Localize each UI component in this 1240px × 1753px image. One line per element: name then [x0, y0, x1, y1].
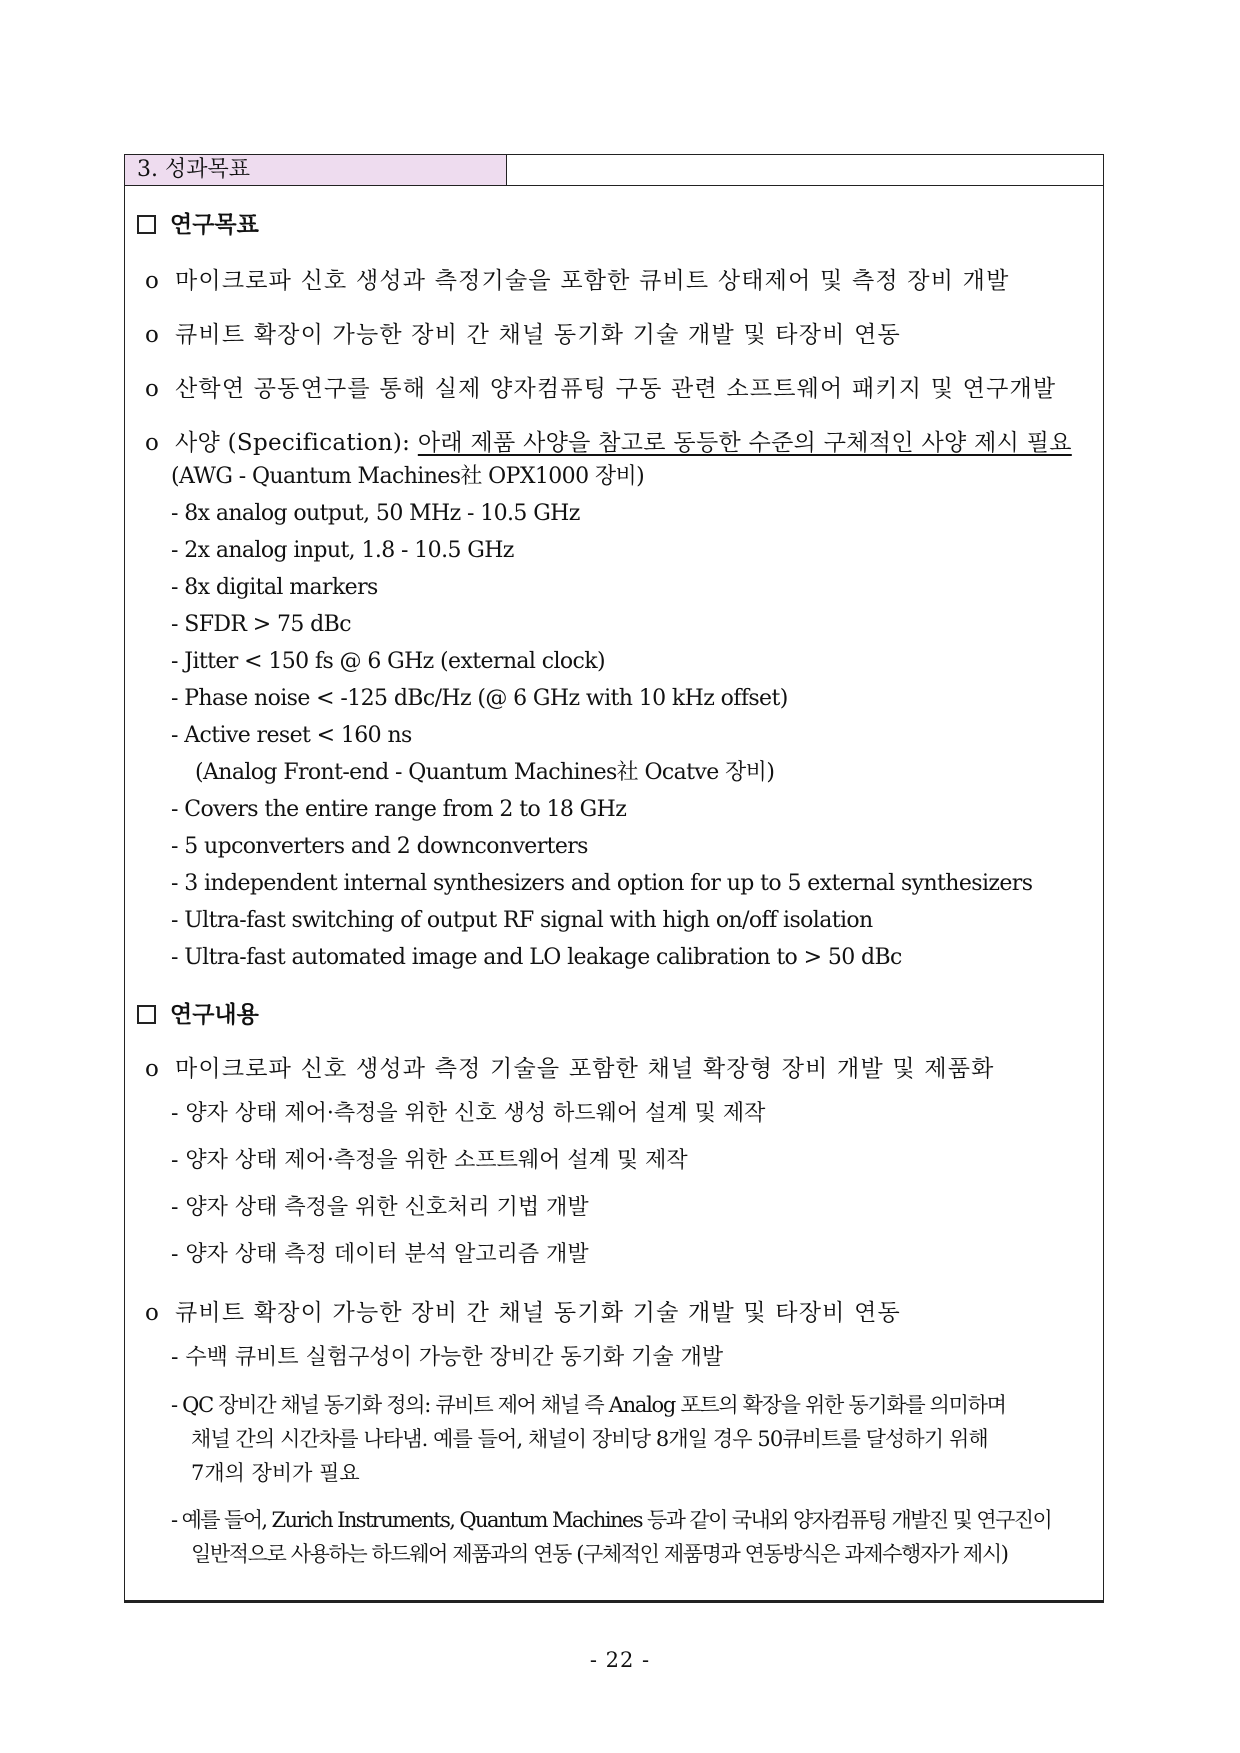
- bullet-icon: ο: [145, 430, 160, 456]
- goal-item: ο 마이크로파 신호 생성과 측정기술을 포함한 큐비트 상태제어 및 측정 장비 개발: [145, 265, 1010, 297]
- goal-item: ο 산학연 공동연구를 통해 실제 양자컴퓨팅 구동 관련 소프트웨어 패키지 및 연구개발: [145, 373, 1056, 405]
- awg-spec-line: - 2x analog input, 1.8 - 10.5 GHz: [171, 538, 514, 563]
- spec-item: [145, 427, 1072, 459]
- content-sub-item: - 양자 상태 제어·측정을 위한 소프트웨어 설계 및 제작: [171, 1148, 688, 1173]
- afe-spec-line: - 3 independent internal synthesizers and option for up to 5 external synthesizers: [171, 871, 1033, 896]
- bullet-icon: ο: [145, 268, 161, 294]
- content-item: ο 마이크로파 신호 생성과 측정 기술을 포함한 채널 확장형 장비 개발 및 제품화: [145, 1053, 995, 1085]
- header-empty-cell: [507, 155, 1103, 185]
- awg-spec-line: - 8x digital markers: [171, 575, 378, 600]
- checkbox-icon: [137, 1005, 156, 1024]
- spec-requirement: 아래 제품 사양을 참고로 동등한 수준의 구체적인 사양 제시 필요: [417, 430, 1072, 456]
- content-heading: 연구내용: [137, 999, 259, 1031]
- section-title: 3. 성과목표: [125, 155, 507, 185]
- awg-title: (AWG - Quantum Machines社 OPX1000 장비): [171, 464, 645, 489]
- research-goals-table: [124, 154, 1104, 1603]
- afe-spec-line: - Covers the entire range from 2 to 18 GHz: [171, 797, 627, 822]
- content-item: ο 큐비트 확장이 가능한 장비 간 채널 동기화 기술 개발 및 타장비 연동: [145, 1297, 901, 1329]
- content-sub-item: - 수백 큐비트 실험구성이 가능한 장비간 동기화 기술 개발: [171, 1345, 724, 1370]
- content-sub-item-cont: 7개의 장비가 필요: [191, 1461, 360, 1485]
- afe-title: (Analog Front-end - Quantum Machines社 Ocatve 장비): [195, 760, 775, 785]
- content-sub-item: - 양자 상태 제어·측정을 위한 신호 생성 하드웨어 설계 및 제작: [171, 1101, 766, 1126]
- content-sub-item: - 양자 상태 측정을 위한 신호처리 기법 개발: [171, 1195, 589, 1220]
- awg-spec-line: - 8x analog output, 50 MHz - 10.5 GHz: [171, 501, 580, 526]
- table-header-row: [125, 155, 1103, 186]
- bullet-icon: ο: [145, 1056, 161, 1082]
- content-sub-item: - 양자 상태 측정 데이터 분석 알고리즘 개발: [171, 1242, 589, 1267]
- afe-spec-line: - Ultra-fast switching of output RF signal with high on/off isolation: [171, 908, 873, 933]
- afe-spec-line: - 5 upconverters and 2 downconverters: [171, 834, 588, 859]
- content-sub-item-cont: 일반적으로 사용하는 하드웨어 제품과의 연동 (구체적인 제품명과 연동방식은 과제수행자가 제시): [191, 1542, 1008, 1566]
- awg-spec-line: - Phase noise < -125 dBc/Hz (@ 6 GHz with 10 kHz offset): [171, 686, 788, 711]
- awg-spec-line: - SFDR > 75 dBc: [171, 612, 351, 637]
- content-sub-item: - QC 장비간 채널 동기화 정의: 큐비트 제어 채널 즉 Analog 포트의 확장을 위한 동기화를 의미하며: [171, 1393, 1006, 1417]
- goal-item: ο 큐비트 확장이 가능한 장비 간 채널 동기화 기술 개발 및 타장비 연동: [145, 319, 901, 351]
- content-sub-item: - 예를 들어, Zurich Instruments, Quantum Machines 등과 같이 국내외 양자컴퓨팅 개발진 및 연구진이: [171, 1508, 1052, 1532]
- goals-heading: 연구목표: [137, 209, 259, 241]
- page-number: - 22 -: [589, 1648, 651, 1672]
- bullet-icon: ο: [145, 1300, 161, 1326]
- checkbox-icon: [137, 215, 156, 234]
- bullet-icon: ο: [145, 376, 161, 402]
- afe-spec-line: - Ultra-fast automated image and LO leakage calibration to > 50 dBc: [171, 945, 902, 970]
- awg-spec-line: - Jitter < 150 fs @ 6 GHz (external clock): [171, 649, 605, 674]
- spec-label: 사양 (Specification):: [175, 430, 418, 456]
- content-sub-item-cont: 채널 간의 시간차를 나타냄. 예를 들어, 채널이 장비당 8개일 경우 50큐비트를 달성하기 위해: [191, 1427, 988, 1451]
- bullet-icon: ο: [145, 322, 161, 348]
- awg-spec-line: - Active reset < 160 ns: [171, 723, 412, 748]
